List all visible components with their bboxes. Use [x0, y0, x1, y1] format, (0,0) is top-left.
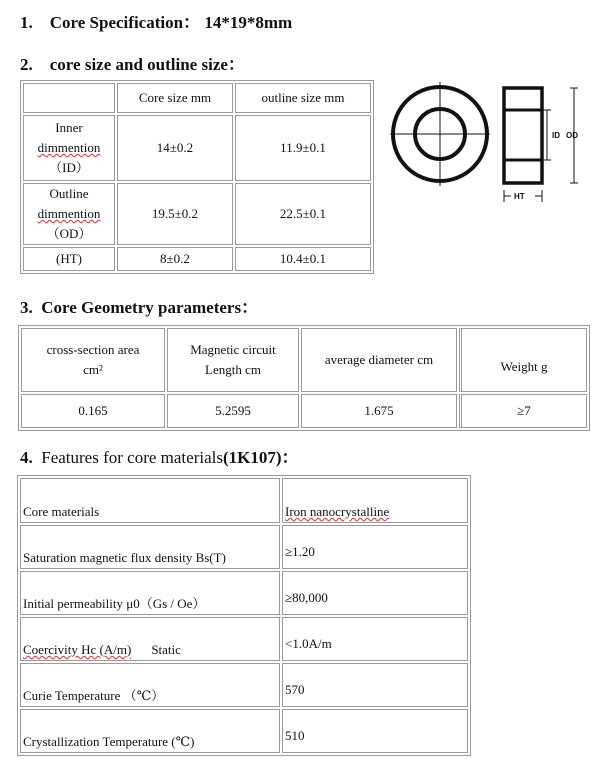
- size-table-row-od: [23, 183, 371, 245]
- materials-label: Curie Temperature （℃）: [20, 663, 280, 707]
- materials-row: [20, 525, 468, 569]
- materials-value: Iron nanocrystalline: [282, 478, 468, 523]
- ht-label: HT: [514, 192, 525, 201]
- section-3-title: Core Geometry parameters：: [41, 298, 259, 317]
- section-1-value: 14*19*8mm: [204, 13, 293, 32]
- side-outline: [504, 88, 542, 183]
- geometry-header-row: [21, 328, 587, 392]
- materials-table: [17, 475, 471, 756]
- size-row-outline: 22.5±0.1: [235, 183, 371, 245]
- header-average-diameter: average diameter cm: [301, 328, 457, 392]
- section-4-number: 4.: [20, 448, 33, 467]
- geometry-table: [18, 325, 590, 431]
- size-table-header-core: Core size mm: [117, 83, 233, 113]
- size-table-row-id: [23, 115, 371, 181]
- header-magnetic-circuit: Magnetic circuit Length cm: [167, 328, 299, 392]
- value-weight: ≥7: [459, 394, 587, 428]
- core-outline-diagram: [390, 80, 590, 205]
- materials-label: Crystallization Temperature (℃): [20, 709, 280, 753]
- header-cross-section: cross-section area cm²: [21, 328, 165, 392]
- geometry-value-row: [21, 394, 587, 428]
- size-table-corner: [23, 83, 115, 113]
- toroid-side-view: [504, 88, 578, 202]
- size-row-label: (HT): [23, 247, 115, 271]
- od-label: OD: [566, 131, 578, 140]
- size-row-core: 19.5±0.2: [117, 183, 233, 245]
- section-4-heading: [20, 443, 299, 468]
- section-1-heading: [20, 8, 292, 33]
- materials-value: ≥80,000: [282, 571, 468, 615]
- materials-value: ≥1.20: [282, 525, 468, 569]
- materials-value: 510: [282, 709, 468, 753]
- materials-row: [20, 709, 468, 753]
- section-2-title: core size and outline size：: [49, 55, 245, 74]
- value-average-diameter: 1.675: [301, 394, 457, 428]
- size-row-label: Inner dimmention （ID）: [23, 115, 115, 181]
- materials-row: [20, 663, 468, 707]
- section-2-number: 2.: [20, 55, 33, 74]
- section-4-title-material: (1K107)：: [222, 448, 299, 467]
- materials-label: Initial permeability μ0（Gs / Oe）: [20, 571, 280, 615]
- value-cross-section: 0.165: [21, 394, 165, 428]
- size-row-outline: 11.9±0.1: [235, 115, 371, 181]
- size-table-header-row: [23, 83, 371, 113]
- materials-value: <1.0A/m: [282, 617, 468, 661]
- materials-row: [20, 478, 468, 523]
- size-row-label: Outline dimmention （OD）: [23, 183, 115, 245]
- materials-row: [20, 571, 468, 615]
- section-2-heading: [20, 50, 245, 75]
- materials-value: 570: [282, 663, 468, 707]
- materials-row: [20, 617, 468, 661]
- section-3-heading: [20, 293, 258, 318]
- section-3-number: 3.: [20, 298, 33, 317]
- value-magnetic-circuit: 5.2595: [167, 394, 299, 428]
- materials-label: Saturation magnetic flux density Bs(T): [20, 525, 280, 569]
- toroid-front-view: [390, 82, 490, 186]
- size-table-header-outline: outline size mm: [235, 83, 371, 113]
- size-row-outline: 10.4±0.1: [235, 247, 371, 271]
- size-table-row-ht: [23, 247, 371, 271]
- header-weight: Weight g: [459, 328, 587, 392]
- materials-label: Core materials: [20, 478, 280, 523]
- size-table: [20, 80, 374, 274]
- materials-label: Coercivity Hc (A/m) Static: [20, 617, 280, 661]
- section-4-title: Features for core materials: [41, 448, 223, 467]
- section-1-number: 1.: [20, 13, 33, 32]
- size-row-core: 14±0.2: [117, 115, 233, 181]
- section-1-title: Core Specification：: [49, 13, 201, 32]
- id-label: ID: [552, 131, 560, 140]
- size-row-core: 8±0.2: [117, 247, 233, 271]
